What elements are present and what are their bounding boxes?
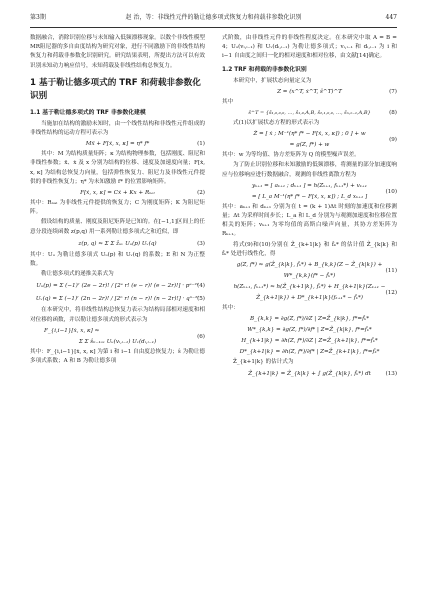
equation-number: (12): [385, 290, 397, 297]
paragraph: 本研究中，扩展状态向量定义为: [233, 77, 312, 84]
equation-13: [222, 368, 397, 381]
equation-number: (6): [197, 333, 205, 340]
equation-12: [222, 282, 397, 304]
section-title: 1 基于勒让德多项式的 TRF 和荷载非参数化识别: [30, 77, 201, 101]
equation-8: [222, 108, 397, 119]
equation-line: W*_{k,k}(f* − f̂ₖ*): [283, 273, 336, 280]
paragraph: 勒让德多项式的递推关系式为: [41, 271, 114, 278]
subsection-title: 1.2 TRF 和荷载的非参数化识别: [222, 66, 307, 73]
right-column: [222, 34, 397, 381]
equation-number: (7): [389, 88, 397, 95]
equation-6: [30, 326, 205, 348]
equation-number: (1): [197, 141, 205, 148]
intro-paragraph: 数据融合，消除识别位移与未知输入低频漂移现象。以数个非线性模型MR阻尼器的多自由度结构为研究对象，进行不同激励下的非线性结构恢复力和荷载非参数化识别研究。研究结果表明，所提出方法可以有效识别未知动力响应信号，未知荷载及非线性结构总恢复力。: [30, 35, 205, 69]
definition-line: D*_{k+1|k} = ∂h(Z, f*)/∂f* | Z=Ẑ_{k+1|k}, f*=f̂ₖ*: [239, 349, 380, 356]
running-header: [30, 12, 397, 24]
equation-4: [30, 280, 205, 293]
equation-line: = g(Z, f*) + w: [289, 142, 330, 149]
equation-line: h(Zₖ₊₁, fₖ₊₁*) ≈ h(Ẑ_{k+1|k}, f̂ₖ*) + H_{k+1|k}(Zₖ₊₁ −: [233, 284, 386, 291]
equation-number: (4): [197, 283, 205, 290]
equation-body: Mẍ + F[ẋ, x, κ] = η* f*: [85, 141, 150, 148]
definition-line: W*_{k,k} = ∂g(Z, f*)/∂f* | Z=Ẑ_{k|k}, f*=f̂ₖ*: [247, 327, 372, 334]
equation-number: (11): [385, 268, 397, 275]
equation-line: g(Z, f*) ≈ g(Ẑ_{k|k}, f̂ₖ*) + B_{k,k}(Z − Ẑ_{k|k}) +: [236, 262, 383, 269]
definition-line: H_{k+1|k} = ∂h(Z, f*)/∂Z | Z=Ẑ_{k+1|k}, f*=f̂ₖ*: [241, 338, 378, 345]
paragraph: 其中：: [222, 305, 239, 312]
definition-line: B_{k,k} = ∂g(Z, f*)/∂Z | Z=Ẑ_{k|k}, f*=f̂ₖ*: [249, 316, 370, 323]
left-column: [30, 34, 205, 367]
paragraph: 当施加在结构的激励未知时，由一个线性结构和非线性元件组成的非线性结构的运动方程可表示为: [30, 120, 205, 137]
paragraph: 其中：M 为结构质量矩阵；κ 为结构物理参数，包括刚度、阻尼和非线性参数；ẍ、ẋ 及 x 分别为结构的位移、速度及加速度向量；F[ẋ, x, κ] 为结构总恢复力向量，包括弹性恢复力、阻尼力及非线性元件提供的非线性恢复力；η* 为未知激励 f* 的位置影响矩阵。: [30, 151, 205, 185]
equation-line: yₖ₊₁ = [ aₖ₊₁ ; dₖ₊₁ ] = h(Zₖ₊₁, fₖ₊₁*) + vₖ₊₁: [251, 182, 368, 189]
equation-number: (5): [197, 296, 205, 303]
equation-10: [222, 181, 397, 203]
equation-number: (3): [197, 240, 205, 247]
equation-1: [30, 139, 205, 150]
header-rule: [30, 27, 397, 28]
paragraph: 在本研究中，将非线性结构总恢复力表示为结构局部相对速度和相对位移的函数，并以勒让德多项式的形式表示为: [30, 307, 205, 323]
equation-3: [30, 238, 205, 251]
page-number: 447: [385, 14, 397, 21]
equation-line: Ż = [ ẋ ; M⁻¹(η* f* − F[ẋ, x, κ]) ; 0 ] + w: [253, 131, 366, 138]
equation-line: Σ Σ ŝᵢᵢ₋₁ᵤᵥ Uᵤ(vᵢ,ᵢ₋₁) Uᵥ(dᵢ,ᵢ₋₁): [78, 338, 157, 345]
equation-5: [30, 293, 205, 306]
equation-7: [222, 87, 397, 98]
equation-9: [222, 129, 397, 151]
paragraph: 其中：F_{i,i−1}[ẋ, x, κ] 为第 i 和 i−1 自由度总恢复力；ŝ 为勒让德多项式系数；A 和 B 为勒让德多项: [30, 348, 205, 365]
equation-11: [222, 260, 397, 282]
paragraph: 为了防止识别位移和未知激励的低频漂移，将测量的部分加速度响应与位移响应进行数据融合，观测的非线性离散方程为: [222, 162, 397, 178]
equation-line: F_{i,i−1}[ẋ, x, κ] ≈: [44, 327, 100, 334]
paragraph: 将式(9)和(10)分别在 Ẑ_{k+1|k} 和 f̂ₖ* 的估计值 Ẑ_{k|k} 和 f̂ₖ* 处进行线性化，得: [222, 241, 397, 257]
equation-body: ŝ^T = {ŝ₁,₀,₀,₀, …, ŝ₁,₀,A,B, ŝ₂,₁,₀,₀, …, ŝₙ,ₙ₋₁,A,B}: [248, 110, 371, 117]
subsection-title: 1.1 基于勒让德多项式的 TRF 非参数化建模: [30, 109, 146, 116]
equation-body: z(p, q) ≈ Σ Σ ẑᵤᵥ Uᵤ(p) Uᵥ(q): [78, 240, 157, 247]
running-title: 赵 治，等：非线性元件的勒让德多项式恢复力和荷载非参数化识别: [125, 14, 302, 21]
equation-2: [30, 188, 205, 199]
paragraph: 假设结构的质量、刚度及阻尼矩阵是已知的。在[−1,1]区间上的任意分段连续函数 z(p,q) 用一系列勒让德多项式之和近似，即: [30, 219, 205, 235]
equation-body: Ẑ_{k+1|k} = Ẑ_{k|k} + ∫ g(Ẑ_{k|k}, f̂ₖ*) dt: [248, 371, 371, 378]
paragraph: 式(1)以扩展状态方程的形式表示为: [233, 120, 320, 127]
paragraph: 式阶数，由非线性元件的非线性程度决定。在本研究中取 A = B = 4；Uᵤ(vᵢ,ᵢ₋₁) 和 Uᵥ(dᵢ,ᵢ₋₁) 为勒让德多项式；vᵢ,ᵢ₋₁ 和 dᵢ,ᵢ₋₁ 为 i 和 i−1 自由度之间归一化的相对速度和相对位移，由文献[14]确定。: [222, 35, 397, 60]
issue-number: 第3期: [30, 14, 46, 21]
paragraph: 其中：Rₙₐₗ 为非线性元件提供的恢复力；C 为刚度矩阵；K 为阻尼矩阵。: [30, 200, 205, 216]
equation-line: = [ L_a M⁻¹(η* f* − F[ẋ, x, κ]) ; L_d xₖ₊₁ ]: [251, 193, 368, 200]
equation-body: Uᵤ(p) = Σ (−1)ʳ (2e − 2r)! / [2ᵉ r! (e − r)! (e − 2r)!] · pᵉ⁻²ʳ: [36, 283, 199, 290]
equation-body: Z = (x^T, ẋ^T, ŝ^T)^T: [277, 88, 342, 95]
equation-number: (9): [389, 137, 397, 144]
equation-number: (13): [385, 371, 397, 378]
equation-number: (2): [197, 190, 205, 197]
paragraph: Ẑ_{k+1|k} 的估计式为: [233, 359, 294, 366]
paragraph: 其中：aₖ₊₁ 和 dₖ₊₁ 分别为在 t = (k + 1)Δt 时刻的加速度和位移测量；Δt 为采样时间步长；L_a 和 L_d 分别为与观测加速度和位移位置相关的矩阵；vₖ₊₁ 为零均值的高斯白噪声向量，其协方差矩阵为 Rₖ₊₁。: [222, 203, 397, 238]
equation-body: F[ẋ, x, κ] = Cẋ + Kx + Rₙₐₗ: [80, 190, 155, 197]
equation-number: (8): [389, 110, 397, 117]
equation-body: Uᵥ(q) = Σ (−1)ʳ (2n − 2r)! / [2ⁿ r! (n − r)! (n − 2r)!] · qⁿ⁻²ʳ: [35, 296, 200, 303]
paragraph: 其中：Uᵤ 为勒让德多项式 Uᵤ(p) 和 Uᵥ(q) 的系数；E 和 N 为正整数。: [30, 251, 205, 268]
equation-number: (10): [385, 188, 397, 195]
paragraph: 其中：w 为等均值、协方差矩阵为 Q 的模型噪声误差。: [222, 152, 360, 159]
equation-line: Ẑ_{k+1|k}) + D*_{k+1|k}(fₖ₊₁* − f̂ₖ*): [256, 295, 363, 302]
paragraph: 其中: [222, 98, 234, 105]
